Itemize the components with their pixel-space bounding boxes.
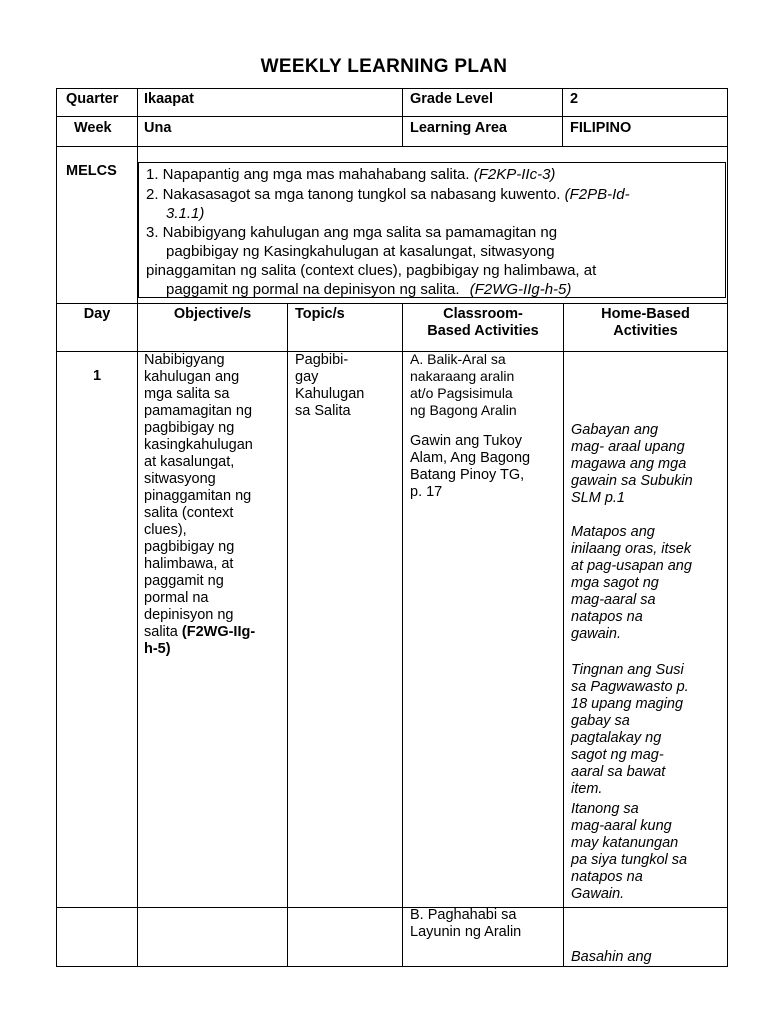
grade-level-value: 2	[570, 91, 579, 107]
grid-line	[56, 146, 728, 147]
grid-line	[287, 303, 288, 967]
melcs-item-1-code: (F2KP-IIc-3)	[473, 166, 556, 183]
objective-line-text: salita	[144, 624, 182, 640]
grid-line	[137, 303, 138, 967]
week-label: Week	[74, 120, 112, 136]
home-activity-line: at pag-usapan ang	[571, 558, 692, 574]
row-1-home-paragraph	[571, 662, 726, 798]
objective-line: at kasalungat,	[144, 454, 235, 470]
column-header-objectives: Objective/s	[173, 306, 252, 322]
home-activity-line: sagot ng mag-	[571, 747, 664, 763]
objective-line: sitwasyong	[144, 471, 216, 487]
learning-area-value: FILIPINO	[570, 120, 632, 136]
objective-line: pagbibigay ng	[144, 420, 235, 436]
melcs-item-3-code: (F2WG-IIg-h-5)	[469, 281, 572, 298]
column-header-home-line: Home-Based	[601, 306, 690, 322]
classroom-activity-line: ng Bagong Aralin	[410, 402, 517, 418]
melcs-item-1	[146, 165, 555, 184]
objective-line: Nabibigyang	[144, 352, 225, 368]
classroom-activity-line: p. 17	[410, 484, 443, 500]
home-activity-line: mga sagot ng	[571, 575, 659, 591]
objective-code: (F2WG-IIg-	[181, 624, 256, 640]
melcs-item-3-line: paggamit ng pormal na depinisyon ng salita.	[166, 281, 460, 298]
melcs-item-2-code-cont: 3.1.1)	[166, 205, 205, 222]
classroom-activity-line: A. Balik-Aral sa	[410, 351, 506, 367]
home-activity-line: mag- araal upang	[571, 439, 685, 455]
classroom-activity-line: Gawin ang Tukoy	[410, 433, 523, 449]
melcs-label: MELCS	[66, 163, 117, 179]
grid-line	[137, 88, 138, 146]
column-header-home	[564, 306, 727, 340]
grid-line	[56, 907, 728, 908]
home-activity-line: aaral sa bawat	[571, 764, 666, 780]
home-activity-line: pa siya tungkol sa	[571, 852, 688, 868]
row-1-classroom-a	[410, 351, 562, 419]
grid-line	[562, 88, 563, 146]
topic-line: Kahulugan	[295, 386, 365, 402]
home-activity-line: inilaang oras, itsek	[571, 541, 692, 557]
quarter-label: Quarter	[66, 91, 119, 107]
melcs-item-2-text: 2. Nakasasagot sa mga tanong tungkol sa nabasang kuwento.	[146, 186, 561, 203]
classroom-activity-line: B. Paghahabi sa	[410, 907, 517, 923]
home-activity-line: Gabayan ang	[571, 422, 659, 438]
grid-line	[402, 88, 403, 146]
grid-line	[563, 303, 564, 967]
grid-line	[402, 303, 403, 967]
home-activity-line: natapos na	[571, 609, 643, 625]
row-1-topic	[295, 352, 401, 420]
grid-line	[56, 88, 728, 89]
objective-line: salita (context	[144, 505, 234, 521]
topic-line: gay	[295, 369, 319, 385]
home-activity-line: gabay sa	[571, 713, 630, 729]
melcs-item-2-code: (F2PB-Id-	[564, 186, 630, 203]
home-activity-line: mag-aaral sa	[571, 592, 656, 608]
grade-level-label: Grade Level	[410, 91, 494, 107]
home-activity-line: Basahin ang	[571, 949, 652, 965]
home-activity-line: SLM p.1	[571, 490, 625, 506]
home-activity-line: pagtalakay ng	[571, 730, 662, 746]
objective-line: paggamit ng	[144, 573, 224, 589]
melcs-item-3-line: pinaggamitan ng salita (context clues), pagbibigay ng halimbawa, at	[146, 262, 597, 279]
home-activity-line: gawain.	[571, 626, 621, 642]
topic-line: Pagbibi-	[295, 352, 349, 368]
row-1-home-paragraph	[571, 422, 726, 507]
objective-line: kasingkahulugan	[144, 437, 253, 453]
objective-line: mga salita sa	[144, 386, 230, 402]
grid-line	[56, 116, 728, 117]
home-activity-line: Tingnan ang Susi	[571, 662, 684, 678]
column-header-day: Day	[83, 306, 111, 322]
row-1-day: 1	[92, 368, 102, 384]
objective-line: clues),	[144, 522, 187, 538]
grid-line	[56, 303, 728, 304]
grid-line	[56, 966, 728, 967]
home-activity-line: gawain sa Subukin	[571, 473, 693, 489]
column-header-classroom	[403, 306, 563, 340]
home-activity-line: Gawain.	[571, 886, 625, 902]
objective-line: depinisyon ng	[144, 607, 234, 623]
column-header-classroom-line: Based Activities	[427, 323, 539, 339]
melcs-item-3-line: 3. Nabibigyang kahulugan ang mga salita sa pamamagitan ng	[146, 224, 558, 241]
objective-line: pormal na	[144, 590, 209, 606]
home-activity-line: Itanong sa	[571, 801, 639, 817]
quarter-value: Ikaapat	[144, 91, 194, 107]
objective-line	[144, 624, 286, 641]
classroom-activity-line: at/o Pagsisimula	[410, 385, 513, 401]
topic-line: sa Salita	[295, 403, 351, 419]
classroom-activity-line: Alam, Ang Bagong	[410, 450, 531, 466]
home-activity-line: natapos na	[571, 869, 643, 885]
classroom-activity-line: Layunin ng Aralin	[410, 924, 522, 940]
row-1-home-paragraph	[571, 524, 726, 643]
home-activity-line: may katanungan	[571, 835, 679, 851]
row-1-objective	[144, 352, 286, 658]
row-1-home-paragraph	[571, 801, 726, 903]
row-1-classroom-b	[410, 433, 562, 501]
classroom-activity-line: Batang Pinoy TG,	[410, 467, 525, 483]
learning-area-label: Learning Area	[410, 120, 507, 136]
column-header-home-line: Activities	[613, 323, 678, 339]
objective-line: halimbawa, at	[144, 556, 234, 572]
objective-line: pinaggamitan ng	[144, 488, 252, 504]
grid-line	[727, 88, 728, 967]
home-activity-line: mag-aaral kung	[571, 818, 672, 834]
classroom-activity-line: nakaraang aralin	[410, 368, 515, 384]
objective-line: kahulugan ang	[144, 369, 240, 385]
home-activity-line: magawa ang mga	[571, 456, 687, 472]
melcs-item-3-line: pagbibigay ng Kasingkahulugan at kasalungat, sitwasyong	[166, 243, 555, 260]
home-activity-line: sa Pagwawasto p.	[571, 679, 689, 695]
row-2-classroom	[410, 907, 562, 941]
row-2-home	[571, 949, 726, 966]
melcs-item-1-text: 1. Napapantig ang mga mas mahahabang salita.	[146, 166, 470, 183]
column-header-classroom-line: Classroom-	[443, 306, 523, 322]
melcs-item-3-last	[166, 280, 571, 299]
column-header-topics: Topic/s	[295, 306, 345, 322]
objective-line: pamamagitan ng	[144, 403, 253, 419]
document-title: WEEKLY LEARNING PLAN	[260, 56, 508, 77]
grid-line	[56, 88, 57, 967]
home-activity-line: Matapos ang	[571, 524, 655, 540]
objective-code-end: h-5)	[144, 641, 171, 657]
week-value: Una	[144, 120, 172, 136]
home-activity-line: item.	[571, 781, 603, 797]
objective-line: pagbibigay ng	[144, 539, 235, 555]
melcs-item-2	[146, 185, 630, 204]
home-activity-line: 18 upang maging	[571, 696, 684, 712]
